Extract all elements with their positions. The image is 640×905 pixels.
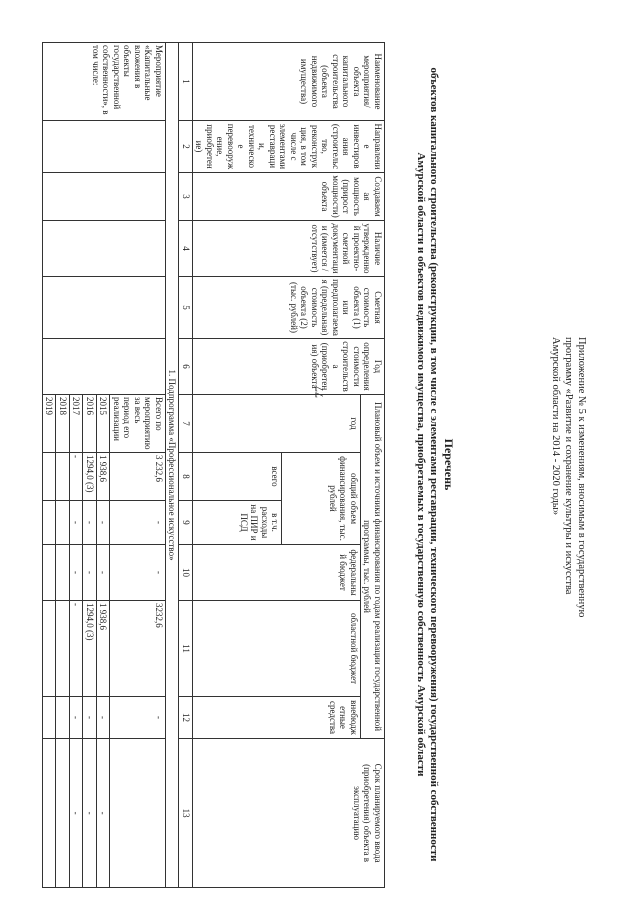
header-deadline: Срок планируемого ввода (приобретения) объекта в эксплуатацию [193, 739, 385, 888]
header-year: год [193, 395, 361, 453]
regional-cell: 1294,0 (3) [83, 601, 97, 697]
column-number-row [179, 43, 193, 888]
header-total-fin: общий объем финансирования, тыс. рублей [282, 453, 361, 545]
objects-table [42, 42, 385, 888]
col-number: 1 [179, 43, 193, 121]
rotated-page [44, 42, 590, 887]
deadline-cell [43, 739, 57, 888]
pir-cell: - [70, 501, 84, 545]
deadline-cell [56, 739, 70, 888]
table-row [110, 43, 166, 888]
total-cell: 1 938,6 [97, 453, 111, 501]
direction-cell [43, 121, 166, 173]
pir-cell: - [110, 501, 166, 545]
col-number: 12 [179, 697, 193, 739]
total-cell [56, 453, 70, 501]
deadline-cell [110, 739, 166, 888]
federal-cell [56, 545, 70, 601]
offbudget-cell [56, 697, 70, 739]
regional-cell: - [70, 601, 84, 697]
col-number: 9 [179, 501, 193, 545]
subprogram-row [166, 43, 180, 888]
offbudget-cell [43, 697, 57, 739]
header-row-1 [361, 43, 385, 888]
header-name: Наименование мероприятия/ объекта капитального строительства (объекта недвижимого имущества) [193, 43, 385, 121]
header-offbudget: внебюджетные средства [193, 697, 361, 739]
offbudget-cell: - [83, 697, 97, 739]
title-body: объектов капитального строительства (реконструкции, в том числе с элементами реставрации, технического перевооружения) государственной собственности Амурской области и объектов недвижимого имущества, приобретаемых в государственную собственность Амурской области [415, 67, 440, 862]
col-number: 7 [179, 395, 193, 453]
year-cell: 2017 [70, 395, 84, 453]
document-title [414, 42, 455, 887]
header-incl-pir: в т.ч. расходы на ПИР и ПСД [193, 501, 282, 545]
total-cell: 1294,0 (3) [83, 453, 97, 501]
federal-cell: - [110, 545, 166, 601]
pir-cell: - [83, 501, 97, 545]
col-number: 2 [179, 121, 193, 173]
col-number: 5 [179, 277, 193, 339]
col-number: 3 [179, 173, 193, 221]
header-capacity: Создаваемая мощность (прирост мощности) объекта [193, 173, 385, 221]
federal-cell: - [70, 545, 84, 601]
header-cost-year: Год определения стоимости строительства (приобретения) объекта [193, 339, 385, 395]
header-regional: областной бюджет [193, 601, 361, 697]
header-documentation: Наличие утвержденной проектно-сметной документации (имеется / отсутствует) [193, 221, 385, 277]
appendix-note: Приложение № 5 к изменениям, вносимым в государственную программу «Развитие и сохранение культуры и искусства Амурской области на 2014 - 2020 годы» [550, 337, 587, 618]
pir-cell: - [97, 501, 111, 545]
deadline-cell: - [70, 739, 84, 888]
deadline-cell: - [97, 739, 111, 888]
year-cell: 2016 [83, 395, 97, 453]
header-cost: Сметная стоимость объекта (1) или предполагаемая (предельная) стоимость объекта (2) (тыс. рублей) [193, 277, 385, 339]
year-cell: Всего по мероприятию за весь период его реализации [110, 395, 166, 453]
deadline-cell: - [83, 739, 97, 888]
federal-cell: - [83, 545, 97, 601]
regional-cell [56, 601, 70, 697]
total-cell [43, 453, 57, 501]
year-cell: 2018 [56, 395, 70, 453]
regional-cell: 1 938,6 [97, 601, 111, 697]
federal-cell: - [97, 545, 111, 601]
pir-cell [56, 501, 70, 545]
measure-name: Мероприятие «Капитальные вложения в объекты государственной собственности», в том числе: [43, 43, 166, 121]
header-federal: федеральный бюджет [193, 545, 361, 601]
year-cell: 2015 [97, 395, 111, 453]
title-heading: Перечень [442, 438, 456, 491]
col-number: 6 [179, 339, 193, 395]
regional-cell: 3232,6 [110, 601, 166, 697]
col-number: 4 [179, 221, 193, 277]
header-direction: Направление инвестирования (строительство, реконструкция, в том числе с элементами реставрации, техническое перевооружение, приобретение) [193, 121, 385, 173]
header-plan-group: Плановый объем и источники финансирования по годам реализации государственной программы, тыс. рублей [361, 395, 385, 739]
offbudget-cell: - [70, 697, 84, 739]
cost-year-cell [43, 339, 166, 395]
offbudget-cell: - [97, 697, 111, 739]
pir-cell [43, 501, 57, 545]
cost-cell [43, 277, 166, 339]
regional-cell [43, 601, 57, 697]
capacity-cell [43, 173, 166, 221]
subprogram-title: 1. Подпрограмма «Профессиональное искусство» [166, 43, 180, 888]
page-number: 77 [312, 386, 326, 398]
col-number: 11 [179, 601, 193, 697]
federal-cell [43, 545, 57, 601]
total-cell: - [70, 453, 84, 501]
offbudget-cell: - [110, 697, 166, 739]
total-cell: 3 232,6 [110, 453, 166, 501]
col-number: 13 [179, 739, 193, 888]
year-cell: 2019 [43, 395, 57, 453]
col-number: 8 [179, 453, 193, 501]
col-number: 10 [179, 545, 193, 601]
documentation-cell [43, 221, 166, 277]
header-total: всего [193, 453, 282, 501]
